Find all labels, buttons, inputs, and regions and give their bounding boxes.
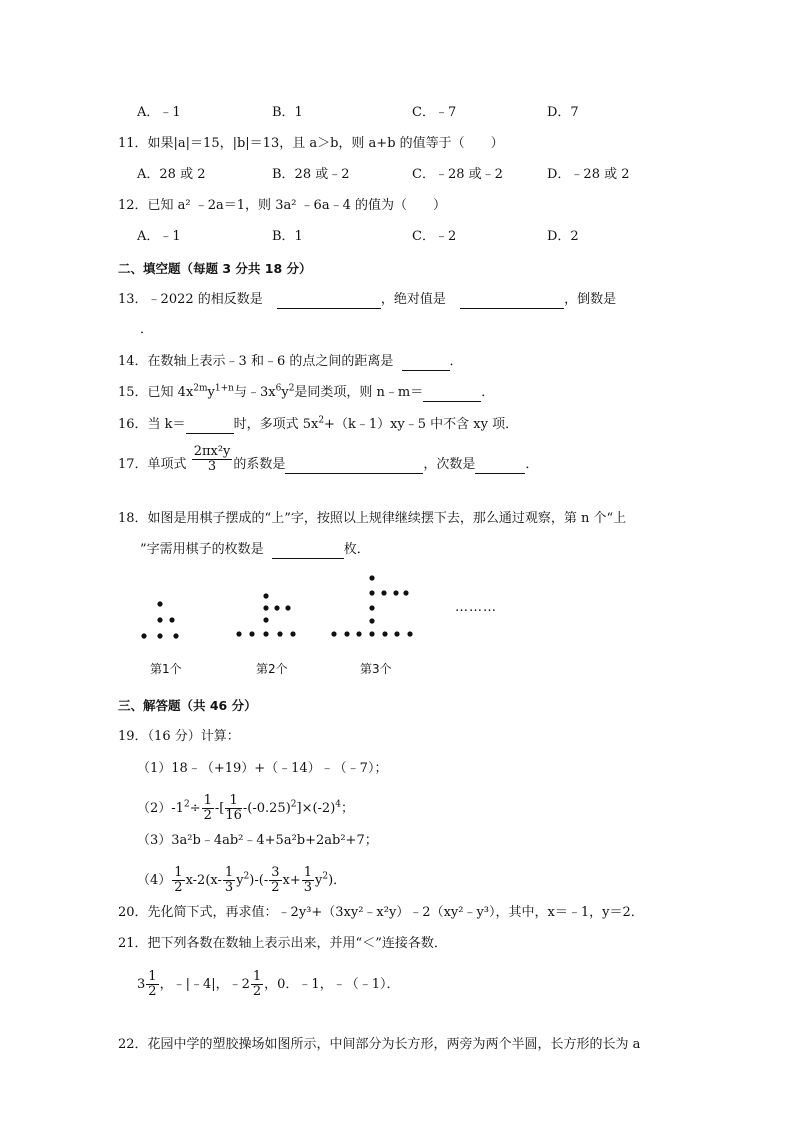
q18-line-1: 18．如图是用棋子摆成的“上”字，按照以上规律继续摆下去，那么通过观察，第 n 个“上 — [118, 511, 627, 526]
piece — [331, 631, 336, 636]
q12-option-d: D．2 — [547, 229, 579, 244]
q18-text-a: ”字需用棋子的枚数是 — [140, 542, 264, 557]
section-2-heading: 二、填空题（每题 3 分共 18 分） — [118, 261, 312, 276]
q13-text-b: ，绝对值是 — [380, 292, 446, 307]
q18-ellipsis: ……… — [455, 600, 497, 615]
q12-option-c: C．﹣2 — [412, 229, 457, 244]
q21-mid: ，﹣|﹣4|，﹣2 — [159, 977, 250, 992]
piece — [263, 593, 268, 598]
q19-p2-frac-2-den: 16 — [225, 808, 242, 823]
q15-sup-3: 6 — [275, 383, 282, 394]
q18-text-b: 枚． — [343, 542, 370, 557]
q16-text-b: 时，多项式 5x — [233, 417, 319, 432]
q19-p4-b-sup: 2 — [243, 871, 250, 882]
q18-line-2 — [140, 541, 370, 559]
piece — [263, 631, 268, 636]
q19-p4-frac-3 — [269, 866, 281, 895]
q13 — [118, 291, 616, 309]
piece — [157, 601, 162, 606]
q13-text-c: ，倒数是 — [564, 292, 617, 307]
q10-option-c: C．﹣7 — [412, 105, 457, 120]
q15-text-a2: y — [207, 385, 215, 400]
q18-label-3: 第3个 — [360, 662, 392, 676]
piece — [249, 631, 254, 636]
q17-fraction — [192, 445, 233, 474]
q12-stem: 12．已知 a² ﹣2a＝1，则 3a² ﹣6a﹣4 的值为（ ） — [118, 198, 446, 213]
q19-p2-b: -[ — [214, 801, 225, 816]
q11-option-a: A．28 或 2 — [137, 167, 206, 182]
piece — [173, 633, 178, 638]
q17-blank-1 — [285, 459, 423, 474]
q19-p4-b: y — [236, 873, 244, 888]
q19-p4-label: （4） — [137, 873, 172, 888]
q15 — [118, 384, 494, 402]
q12-options — [137, 228, 677, 246]
q17-text-a: 17．单项式 — [118, 457, 187, 472]
q19-part-3: （3）3a²b﹣4ab²﹣4+5a²b+2ab²+7； — [137, 833, 378, 848]
q19-p4-e-sup: 2 — [322, 871, 329, 882]
q16-text-a: 16．当 k＝ — [118, 417, 186, 432]
q15-text-b: 与﹣3x — [233, 385, 276, 400]
q15-sup-1: 2m — [193, 383, 208, 394]
q11-option-b: B．28 或﹣2 — [272, 167, 350, 182]
piece — [169, 617, 174, 622]
piece — [277, 631, 282, 636]
q19-p4-frac-4-den: 3 — [303, 880, 313, 895]
piece — [236, 631, 241, 636]
piece — [403, 590, 408, 595]
q15-sup-2: 1+n — [214, 383, 234, 394]
q19-p2-c: -(-0.25) — [242, 801, 291, 816]
q19-p2-d: ]×(-2) — [296, 801, 336, 816]
q14-text-a: 14．在数轴上表示﹣3 和﹣6 的点之间的距离是 — [118, 354, 394, 369]
q19-p2-a-sup: 2 — [183, 799, 190, 810]
q19-p4-frac-1-num: 1 — [174, 865, 183, 880]
piece — [263, 617, 268, 622]
q22: 22．花园中学的塑胶操场如图所示，中间部分为长方形，两旁为两个半圆，长方形的长为 a — [118, 1037, 641, 1052]
q19-p4-frac-1-den: 2 — [174, 880, 183, 895]
q19-p2-frac-1-num: 1 — [203, 793, 212, 808]
piece — [369, 618, 374, 623]
piece — [369, 605, 374, 610]
q13-blank-2 — [460, 294, 564, 309]
q21-n1-num: 1 — [148, 969, 157, 984]
q21-end: ，0．﹣1，﹣（﹣1）． — [264, 977, 400, 992]
q19-p2-c-sup: 2 — [290, 799, 297, 810]
q11-option-d: D．﹣28 或 2 — [547, 167, 630, 182]
q20: 20．先化简下式，再求值：﹣2y³+（3xy²﹣x²y）﹣2（xy²﹣y³），其中，x＝﹣1，y＝2． — [118, 905, 644, 920]
q16-blank — [186, 419, 234, 434]
q13-blank-1 — [277, 294, 381, 309]
q14-text-b: ． — [449, 354, 463, 369]
piece — [369, 631, 374, 636]
q19-p4-frac-4-num: 1 — [303, 865, 313, 880]
piece — [285, 605, 290, 610]
q19-p4-frac-2-den: 3 — [224, 880, 234, 895]
piece — [394, 631, 399, 636]
piece — [274, 605, 279, 610]
q19-stem: 19．（16 分）计算： — [118, 729, 240, 744]
q19-part-1: （1）18﹣（+19）+（﹣14）﹣（﹣7）； — [137, 761, 388, 776]
piece — [141, 633, 146, 638]
piece — [356, 631, 361, 636]
q21-n2-den: 2 — [252, 984, 262, 999]
q14 — [118, 353, 463, 371]
q15-sup-4: 2 — [288, 383, 295, 394]
q21-numbers — [137, 970, 399, 999]
q19-part-4 — [137, 866, 346, 895]
piece — [382, 631, 387, 636]
q19-p2-frac-2 — [225, 794, 242, 823]
q19-p2-a: -1 — [171, 801, 184, 816]
q10-option-d: D．7 — [547, 105, 579, 120]
q21-n2-num: 1 — [252, 969, 262, 984]
piece — [369, 590, 374, 595]
q17-blank-2 — [475, 459, 525, 474]
q19-p4-frac-3-den: 2 — [271, 880, 280, 895]
q11-options — [137, 166, 677, 184]
q18-label-2: 第2个 — [256, 662, 288, 676]
q11-stem: 11．如果|a|＝15，|b|＝13，且 a＞b，则 a+b 的值等于（ ） — [118, 136, 504, 151]
piece — [381, 590, 386, 595]
q18-blank — [272, 544, 344, 559]
piece — [263, 605, 268, 610]
piece — [407, 631, 412, 636]
q17-text-d: ． — [525, 457, 539, 472]
q19-p4-a: x-2(x- — [185, 873, 222, 888]
q12-option-b: B．1 — [272, 229, 303, 244]
q19-p2-div: ÷ — [189, 801, 201, 816]
q19-p4-e: y — [315, 873, 323, 888]
q19-p4-frac-4 — [302, 866, 314, 895]
q18-label-1: 第1个 — [150, 662, 182, 676]
q14-blank — [402, 356, 450, 371]
q18-figure — [130, 570, 430, 650]
q19-p4-d: x+ — [282, 873, 301, 888]
q15-text-c: 是同类项，则 n﹣m＝ — [294, 385, 424, 400]
q19-p4-frac-2 — [223, 866, 235, 895]
q19-p4-frac-2-num: 1 — [224, 865, 234, 880]
piece — [290, 631, 295, 636]
q21-n2-frac — [251, 970, 263, 999]
q10-option-b: B．1 — [272, 105, 303, 120]
q15-blank — [423, 387, 481, 402]
q17-numerator: 2πx²y — [193, 444, 231, 459]
q11-option-c: C．﹣28 或﹣2 — [412, 167, 503, 182]
q13-period: ． — [140, 322, 154, 337]
q17-text-b: 的系数是 — [233, 457, 286, 472]
q13-text-a: 13．﹣2022 的相反数是 — [118, 292, 263, 307]
q15-text-d: ． — [481, 385, 495, 400]
q19-p4-frac-3-num: 3 — [271, 865, 280, 880]
q15-text-b2: y — [281, 385, 289, 400]
q19-p4-end: )． — [328, 873, 347, 888]
q19-p2-label: （2） — [137, 801, 172, 816]
q19-p2-frac-2-num: 1 — [225, 794, 242, 809]
piece — [344, 631, 349, 636]
q17-denominator: 3 — [207, 459, 217, 474]
q21-n1-den: 2 — [148, 984, 157, 999]
q19-p2-frac-1-den: 2 — [203, 808, 212, 823]
q17 — [118, 444, 539, 474]
q16-text-c: +（k﹣1）xy﹣5 中不含 xy 项． — [324, 417, 519, 432]
q17-text-c: ，次数是 — [423, 457, 476, 472]
piece — [157, 617, 162, 622]
q16-sup: 2 — [318, 415, 325, 426]
q19-p4-c: )-(- — [249, 873, 269, 888]
q21-n1-int: 3 — [137, 977, 146, 992]
q19-p4-frac-1 — [172, 866, 184, 895]
piece — [393, 590, 398, 595]
q19-p2-end: ； — [341, 801, 355, 816]
q19-p2-d-sup: 4 — [335, 799, 342, 810]
q12-option-a: A．﹣1 — [137, 229, 181, 244]
q15-text-a: 15．已知 4x — [118, 385, 194, 400]
section-3-heading: 三、解答题（共 46 分） — [118, 698, 257, 713]
q16 — [118, 416, 518, 434]
piece — [157, 633, 162, 638]
q19-p2-frac-1 — [202, 794, 214, 823]
q10-option-a: A．﹣1 — [137, 105, 181, 120]
q21-n1-frac — [146, 970, 158, 999]
q19-part-2 — [137, 794, 354, 823]
q10-options — [137, 104, 677, 122]
q21-stem: 21．把下列各数在数轴上表示出来，并用“＜”连接各数． — [118, 936, 447, 951]
piece — [369, 575, 374, 580]
